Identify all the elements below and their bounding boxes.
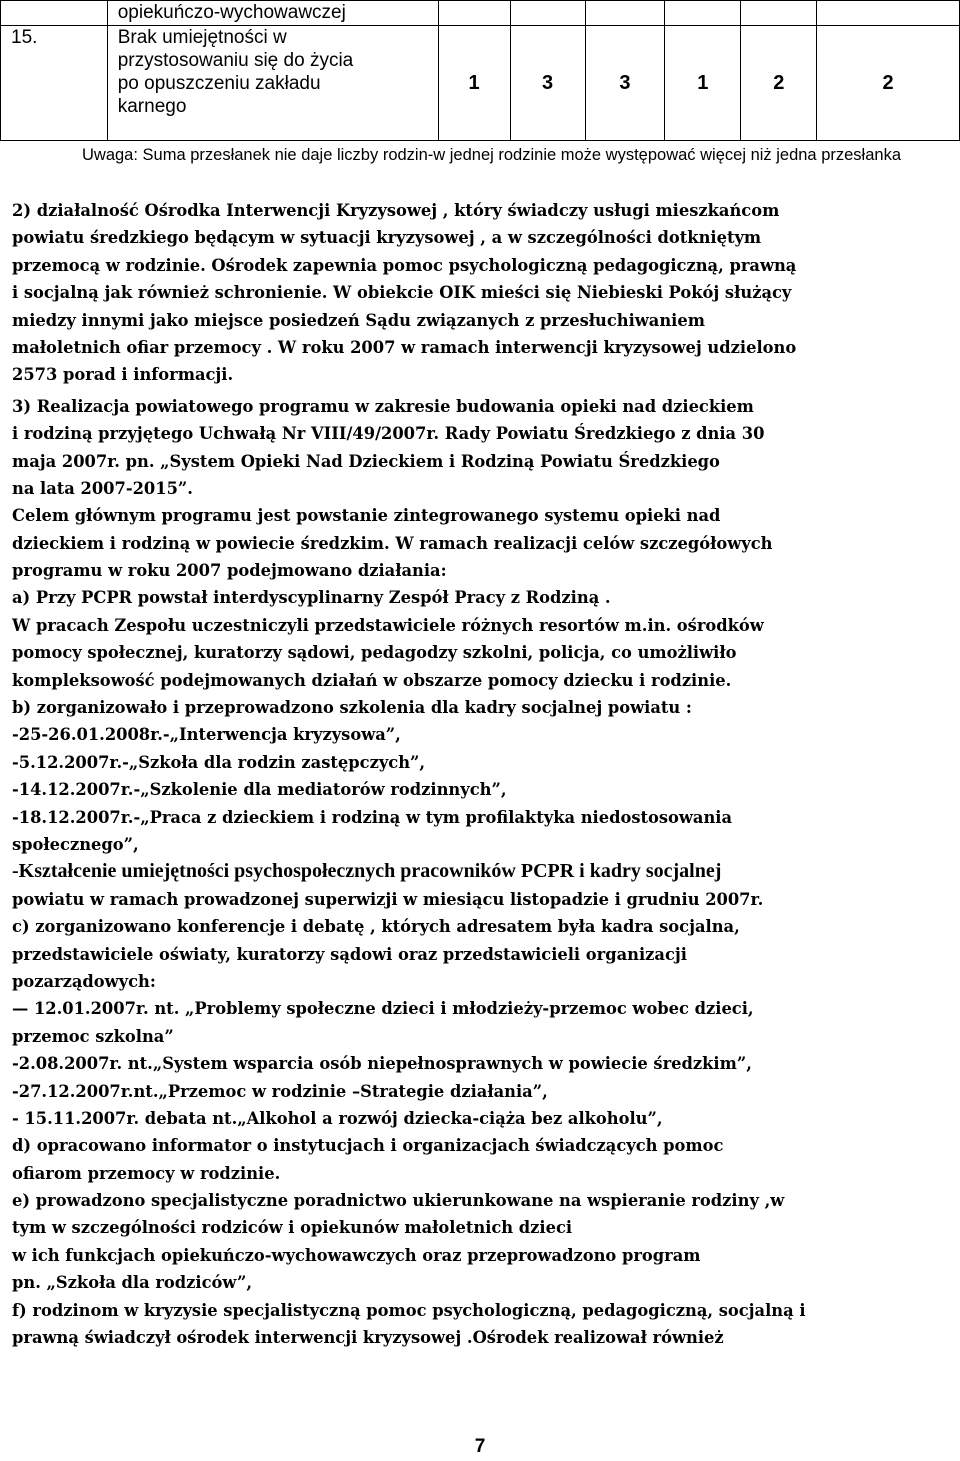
text-line: dzieckiem i rodziną w powiecie średzkim. W ramach realizacji celów szczegółowych [12,533,773,553]
table-cell [438,1,510,26]
text-line: i rodziną przyjętego Uchwałą Nr VIII/49/2007r. Rady Powiatu Średzkiego z dnia 30 [12,424,765,444]
text-line: -Kształcenie umiejętności psychospołecznych pracowników PCPR i kadry socjalnej [12,860,722,883]
text-line: 2573 porad i informacji. [12,365,234,385]
description-line: po opuszczeniu zakładu [117,73,321,94]
table-cell [585,1,665,26]
text-line: pomocy społecznej, kuratorzy sądowi, pedagodzy szkolni, policja, co umożliwiło [12,643,737,663]
table-row [1,1,960,26]
table-cell: opiekuńczo-wychowawczej [107,1,438,26]
text-line: e) prowadzono specjalistyczne poradnictwo ukierunkowane na wspieranie rodziny ,w [12,1191,785,1211]
description-line: Brak umiejętności w [117,27,287,48]
text-line: na lata 2007-2015”. [12,478,193,498]
text-line: powiatu w ramach prowadzonej superwizji w miesiącu listopadzie i grudniu 2007r. [12,889,764,909]
text-line: ofiarom przemocy w rodzinie. [12,1163,281,1183]
table-cell [817,1,960,26]
value-cell: 3 [585,26,665,141]
text-line: przemocą w rodzinie. Ośrodek zapewnia pomoc psychologiczną pedagogiczną, prawną [12,255,797,275]
text-line: a) Przy PCPR powstał interdyscyplinarny Zespół Pracy z Rodziną . [12,588,611,608]
text-line: -18.12.2007r.-„Praca z dzieckiem i rodziną w tym profilaktyka niedostosowania [12,807,733,827]
criteria-table [0,0,960,141]
text-line: -25-26.01.2008r.-„Interwencja kryzysowa”, [12,725,401,745]
text-line: b) zorganizowało i przeprowadzono szkolenia dla kadry socjalnej powiatu : [12,698,692,718]
text-line: i socjalną jak również schronienie. W obiekcie OIK mieści się Niebieski Pokój służący [12,283,792,303]
text-line: małoletnich ofiar przemocy . W roku 2007 w ramach interwencji kryzysowej udzielono [12,337,797,357]
row-description [107,26,438,141]
page-number: 7 [474,1436,486,1457]
text-line: programu w roku 2007 podejmowano działania: [12,561,447,581]
text-line: -27.12.2007r.nt.„Przemoc w rodzinie –Strategie działania”, [12,1081,548,1101]
text-line: przemoc szkolna” [12,1026,174,1046]
value-cell: 1 [438,26,510,141]
text-line: społecznego”, [12,834,139,854]
text-line: c) zorganizowano konferencje i debatę , których adresatem była kadra socjalna, [12,917,740,937]
table-cell [510,1,585,26]
text-line: -2.08.2007r. nt.„System wsparcia osób niepełnosprawnych w powiecie średzkim”, [12,1054,752,1074]
text-line: 2) działalność Ośrodka Interwencji Kryzysowej , który świadczy usługi mieszkańcom [12,201,780,220]
text-line: przedstawiciele oświaty, kuratorzy sądowi oraz przedstawicieli organizacji [12,944,687,964]
text-line: f) rodzinom w kryzysie specjalistyczną pomoc psychologiczną, pedagogiczną, socjalną i [12,1300,806,1320]
text-line: pozarządowych: [12,971,156,991]
text-line: — 12.01.2007r. nt. „Problemy społeczne dzieci i młodzieży-przemoc wobec dzieci, [12,999,754,1019]
table-note: Uwaga: Suma przesłanek nie daje liczby rodzin-w jednej rodzinie może występować więcej niż jedna przesłanka [82,146,901,164]
document-body [12,197,956,1351]
value-cell: 3 [510,26,585,141]
text-line: - 15.11.2007r. debata nt.„Alkohol a rozwój dziecka-ciąża bez alkoholu”, [12,1108,663,1128]
text-line: maja 2007r. pn. „System Opieki Nad Dzieckiem i Rodziną Powiatu Średzkiego [12,451,720,471]
value-cell: 1 [665,26,741,141]
table-cell [665,1,741,26]
table-cell [1,1,108,26]
text-line: kompleksowość podejmowanych działań w obszarze pomocy dziecku i rodzinie. [12,670,732,690]
table-row [1,26,960,141]
text-line: d) opracowano informator o instytucjach i organizacjach świadczących pomoc [12,1136,724,1156]
text-line: pn. „Szkoła dla rodziców”, [12,1273,253,1293]
text-line: prawną świadczył ośrodek interwencji kryzysowej .Ośrodek realizował również [12,1328,724,1348]
text-line: -5.12.2007r.-„Szkoła dla rodzin zastępczych”, [12,752,426,772]
description-line: przystosowaniu się do życia [117,50,354,71]
text-line: 3) Realizacja powiatowego programu w zakresie budowania opieki nad dzieckiem [12,396,754,416]
description-line: karnego [117,96,187,117]
text-line: powiatu średzkiego będącym w sytuacji kryzysowej , a w szczególności dotkniętym [12,228,762,248]
text-line: -14.12.2007r.-„Szkolenie dla mediatorów rodzinnych”, [12,780,507,800]
value-cell: 2 [741,26,817,141]
text-line: W pracach Zespołu uczestniczyli przedstawiciele różnych resortów m.in. ośrodków [12,615,764,635]
text-line: miedzy innymi jako miejsce posiedzeń Sądu związanych z przesłuchiwaniem [12,310,705,330]
text-line: tym w szczególności rodziców i opiekunów małoletnich dzieci [12,1218,573,1238]
value-cell: 2 [817,26,960,141]
text-line: Celem głównym programu jest powstanie zintegrowanego systemu opieki nad [12,506,721,526]
row-number: 15. [1,26,108,141]
table-cell [741,1,817,26]
text-line: w ich funkcjach opiekuńczo-wychowawczych oraz przeprowadzono program [12,1245,701,1265]
